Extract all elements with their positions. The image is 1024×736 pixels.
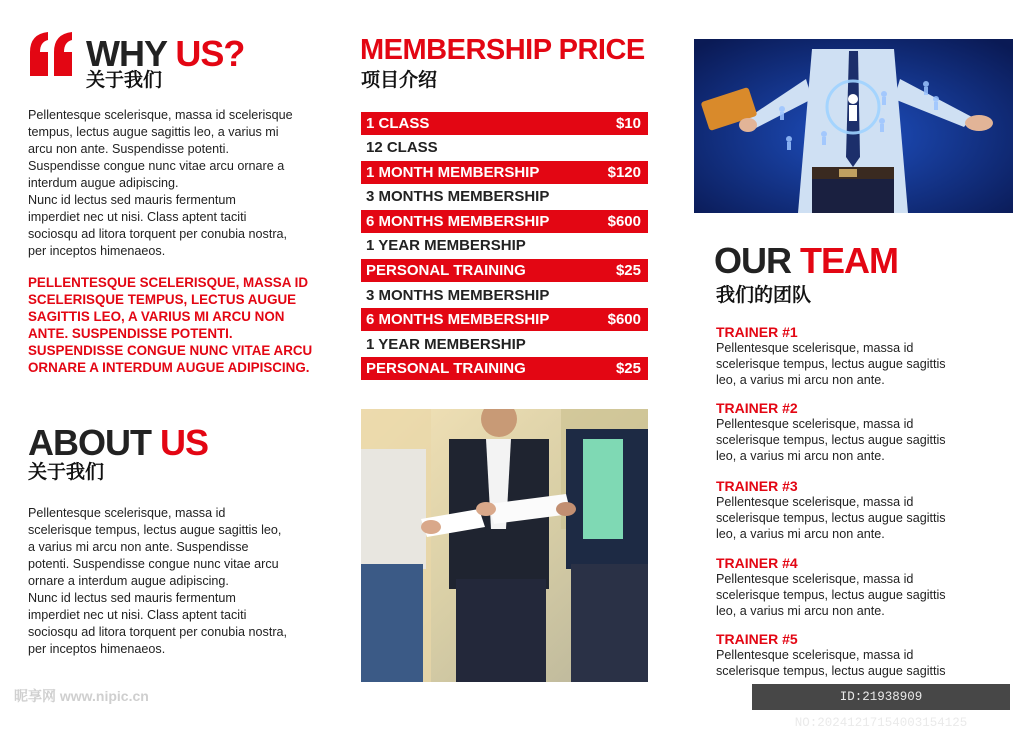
price-row-label: 1 YEAR MEMBERSHIP	[366, 336, 526, 353]
about-us-body: Pellentesque scelerisque, massa id scelerisque tempus, lectus augue sagittis leo, a varius mi arcu non ante. Suspendisse potenti. Suspendisse congue nunc vitae arcu ornare a interdum augue adipiscing. Nunc id lectus sed mauris fermentum imperdiet nec ut nisi. Class aptent taciti sociosqu ad litora torquent per conubia nostra, per inceptos himenaeos.	[28, 506, 288, 656]
why-us-subtitle: 关于我们	[86, 70, 163, 91]
price-row-label: 1 YEAR MEMBERSHIP	[366, 237, 526, 254]
trainer-description: Pellentesque scelerisque, massa id scelerisque tempus, lectus augue sagittis leo, a varius mi arcu non ante.	[716, 495, 946, 541]
team-meeting-photo	[361, 409, 648, 682]
price-row	[361, 136, 648, 159]
trainer-item	[716, 555, 1006, 619]
trainer-name: TRAINER #1	[716, 324, 798, 340]
price-row-label: 3 MONTHS MEMBERSHIP	[366, 188, 550, 205]
trainer-description: Pellentesque scelerisque, massa id scelerisque tempus, lectus augue sagittis leo, a varius mi arcu non ante.	[716, 417, 946, 463]
price-row-label: 6 MONTHS MEMBERSHIP	[366, 213, 550, 230]
price-row-label: 1 MONTH MEMBERSHIP	[366, 164, 540, 181]
trainer-name: TRAINER #5	[716, 631, 798, 647]
price-row-value: $10	[615, 115, 641, 132]
price-row-value: $25	[615, 262, 641, 279]
trainer-item	[716, 631, 1006, 679]
trainer-description: Pellentesque scelerisque, massa id scelerisque tempus, lectus augue sagittis	[716, 648, 946, 678]
price-row-label: PERSONAL TRAINING	[366, 360, 526, 377]
price-row-label: 3 MONTHS MEMBERSHIP	[366, 287, 550, 304]
trainer-item	[716, 478, 1006, 542]
price-row-label: PERSONAL TRAINING	[366, 262, 526, 279]
price-row-value: $120	[607, 164, 641, 181]
about-us-subtitle: 关于我们	[28, 462, 105, 483]
trainer-description: Pellentesque scelerisque, massa id scelerisque tempus, lectus augue sagittis leo, a varius mi arcu non ante.	[716, 341, 946, 387]
trainer-item	[716, 400, 1006, 464]
price-row-value: $600	[607, 213, 641, 230]
our-team-title-red: TEAM	[800, 240, 898, 281]
why-us-body: Pellentesque scelerisque, massa id scelerisque tempus, lectus augue sagittis leo, a varius mi arcu non ante. Suspendisse potenti. Suspendisse congue nunc vitae arcu ornare a interdum augue adipiscing. Nunc id lectus sed mauris fermentum imperdiet nec ut nisi. Class aptent taciti sociosqu ad litora torquent per conubia nostra, per inceptos himenaeos.	[28, 108, 293, 258]
trainer-name: TRAINER #4	[716, 555, 798, 571]
price-row-label: 6 MONTHS MEMBERSHIP	[366, 311, 550, 328]
our-team-subtitle: 我们的团队	[716, 285, 812, 306]
price-row	[361, 333, 648, 356]
price-row	[361, 185, 648, 208]
price-row	[361, 284, 648, 307]
price-row	[361, 161, 648, 184]
about-us-title-black: ABOUT	[28, 422, 160, 463]
why-us-title-red: US?	[175, 33, 245, 74]
price-row	[361, 308, 648, 331]
price-row	[361, 112, 648, 135]
why-us-title-black: WHY	[86, 33, 176, 74]
price-row	[361, 234, 648, 257]
price-row-value: $600	[607, 311, 641, 328]
price-row-label: 1 CLASS	[366, 115, 430, 132]
trainer-name: TRAINER #3	[716, 478, 798, 494]
trainer-description: Pellentesque scelerisque, massa id scelerisque tempus, lectus augue sagittis leo, a varius mi arcu non ante.	[716, 572, 946, 618]
price-row	[361, 357, 648, 380]
business-network-photo	[694, 39, 1013, 213]
site-watermark: 昵享网 www.nipic.cn	[14, 688, 149, 704]
id-watermark: ID:21938909 NO:20241217154003154125	[752, 684, 1010, 710]
price-row	[361, 259, 648, 282]
our-team-title	[714, 240, 898, 281]
quote-mark-icon	[28, 30, 76, 80]
why-us-highlight: PELLENTESQUE SCELERISQUE, MASSA ID SCELERISQUE TEMPUS, LECTUS AUGUE SAGITTIS LEO, A VARIUS MI ARCU NON ANTE. SUSPENDISSE POTENTI. SUSPENDISSE CONGUE NUNC VITAE ARCU ORNARE A INTERDUM AUGUE ADIPISCING.	[28, 275, 313, 375]
about-us-title-red: US	[160, 422, 209, 463]
price-row	[361, 210, 648, 233]
trainer-name: TRAINER #2	[716, 400, 798, 416]
trainer-item	[716, 324, 1006, 388]
why-us-title	[86, 33, 245, 74]
membership-subtitle: 项目介绍	[361, 70, 438, 91]
price-row-value: $25	[615, 360, 641, 377]
price-row-label: 12 CLASS	[366, 139, 438, 156]
our-team-title-black: OUR	[714, 240, 800, 281]
membership-title: MEMBERSHIP PRICE	[360, 34, 645, 66]
about-us-title	[28, 422, 209, 463]
